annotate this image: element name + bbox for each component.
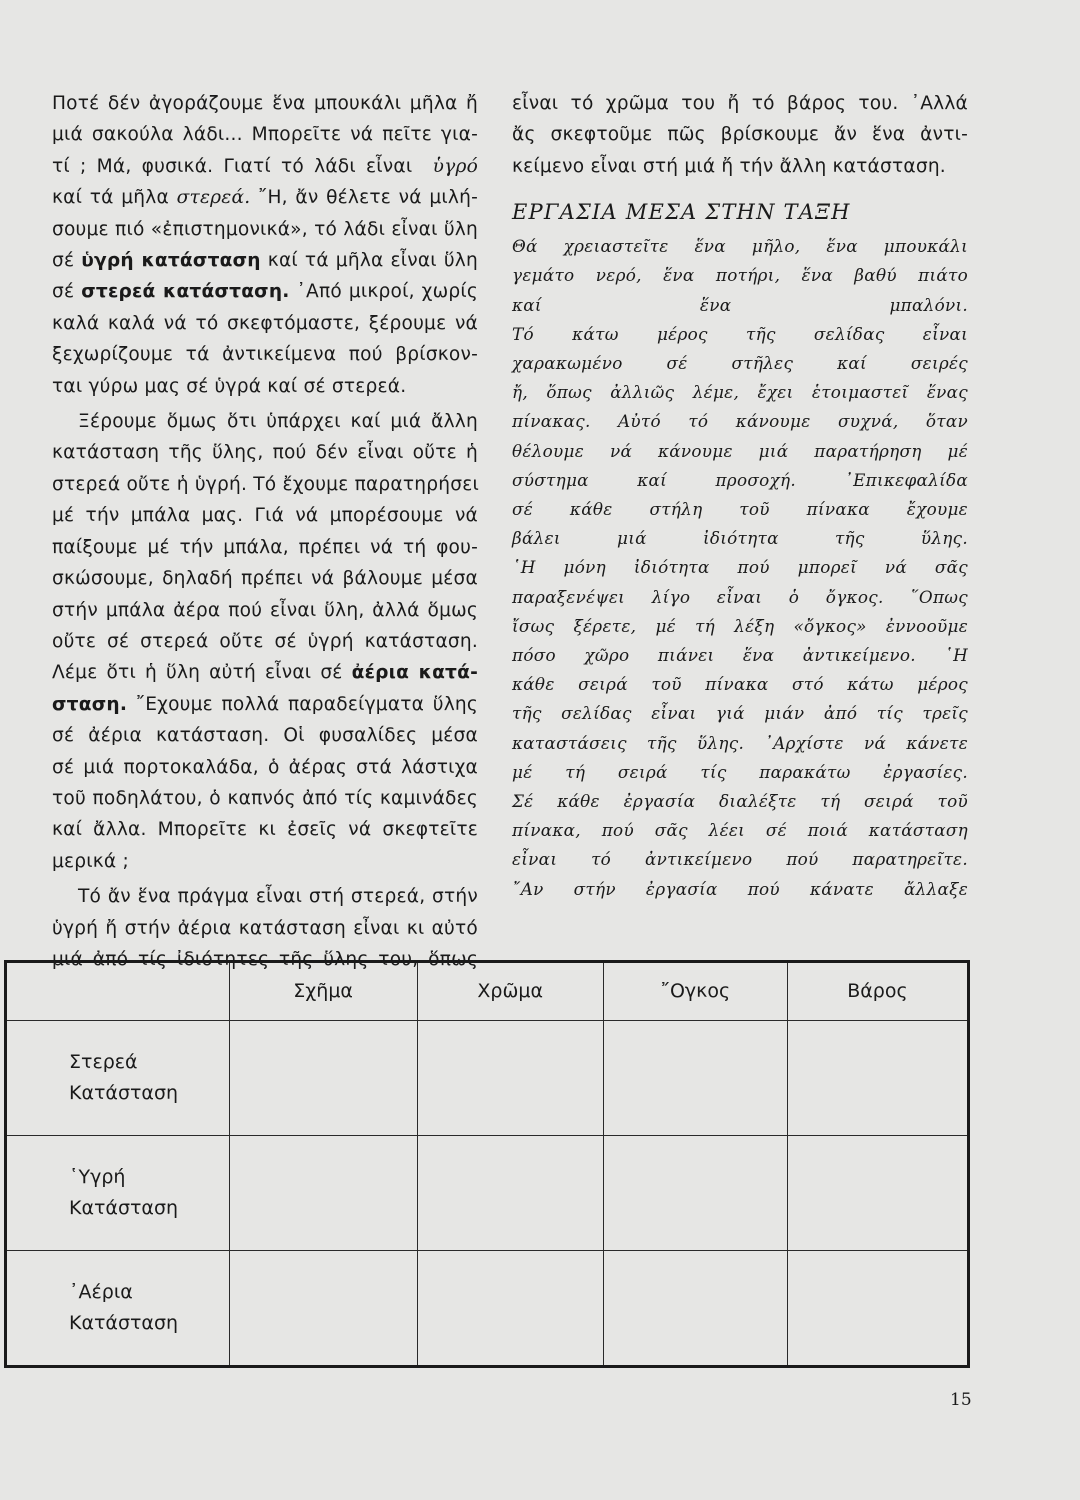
text-line: σέ ἀέρια κατάσταση. Οἱ φυσαλίδες μέσα xyxy=(52,725,478,747)
text-line: καλά καλά νά τό σκεφτόμαστε, ξέρουμε νά xyxy=(52,312,478,334)
text-line: καί ἕνα μπαλόνι. xyxy=(512,294,968,315)
intro-paragraph xyxy=(512,88,968,182)
text-line: εἶναι τό ἀντικείμενο πού παρατηρεῖτε. xyxy=(512,849,968,870)
text-line: σέ στερεά κατάσταση. ᾽Από μικροί, χωρίς xyxy=(52,281,478,303)
table-cell xyxy=(229,1021,417,1136)
page-number: 15 xyxy=(950,1390,972,1410)
table-cell xyxy=(603,1136,787,1251)
left-column xyxy=(52,88,478,975)
text-line: οὔτε σέ στερεά οὔτε σέ ὑγρή κατάσταση. xyxy=(52,630,478,652)
text-line: σέ μιά πορτοκαλάδα, ὁ ἀέρας στά λάστιχα xyxy=(52,756,478,778)
table-header-row xyxy=(6,962,969,1021)
instructions-italic xyxy=(512,232,968,904)
table-cell xyxy=(417,1251,603,1367)
table-cell xyxy=(229,1251,417,1367)
text-line: πίνακας. Αὐτό τό κάνουμε συχνά, ὅταν xyxy=(512,411,968,432)
text-line: καί ἄλλα. Μπορεῖτε κι ἐσεῖς νά σκεφτεῖτε xyxy=(52,819,478,841)
table-header-shape: Σχῆμα xyxy=(229,962,417,1021)
text-line: θέλουμε νά κάνουμε μιά παρατήρηση μέ xyxy=(512,440,968,461)
row-label-gas: ᾽Αέρια Κατάσταση xyxy=(6,1251,230,1367)
text-line: ται γύρω μας σέ ὑγρά καί σέ στερεά. xyxy=(52,375,407,397)
table-cell xyxy=(603,1251,787,1367)
table-cell xyxy=(787,1021,968,1136)
text-line: ἄς σκεφτοῦμε πῶς βρίσκουμε ἄν ἕνα ἀντι- xyxy=(512,124,968,146)
text-line: παραξενέψει λίγο εἶναι ὁ ὄγκος. ῞Οπως xyxy=(512,586,968,607)
text-line: Τό κάτω μέρος τῆς σελίδας εἶναι xyxy=(512,323,968,344)
table-row xyxy=(6,1251,969,1367)
text-line: Ξέρουμε ὅμως ὅτι ὑπάρχει καί μιά ἄλλη xyxy=(78,411,478,433)
text-line: γεμάτο νερό, ἕνα ποτήρι, ἕνα βαθύ πιάτο xyxy=(512,265,968,286)
text-line: Λέμε ὅτι ἡ ὕλη αὐτή εἶναι σέ ἀέρια κατά- xyxy=(52,662,479,684)
text-line: μιά ἀπό τίς ἰδιότητες τῆς ὕλης του, ὅπως xyxy=(52,948,478,970)
text-line: σταση. ῎Εχουμε πολλά παραδείγματα ὕλης xyxy=(52,693,478,715)
text-line: ῾Η μόνη ἰδιότητα πού μπορεῖ νά σᾶς xyxy=(512,557,968,578)
text-line: τοῦ ποδηλάτου, ὁ καπνός ἀπό τίς καμινάδες xyxy=(52,787,478,809)
text-line: ῎Αν στήν ἐργασία πού κάνατε ἄλλαξε xyxy=(512,878,968,899)
table-cell xyxy=(417,1021,603,1136)
text-line: στήν μπάλα ἀέρα πού εἶναι ὕλη, ἀλλά ὅμως xyxy=(52,599,478,621)
table-header-empty xyxy=(6,962,230,1021)
text-line: Τό ἄν ἕνα πράγμα εἶναι στή στερεά, στήν xyxy=(78,886,478,908)
states-of-matter-table xyxy=(4,960,970,1368)
text-line: κατάσταση τῆς ὕλης, πού δέν εἶναι οὔτε ἡ xyxy=(52,442,478,464)
table-cell xyxy=(417,1136,603,1251)
table-row xyxy=(6,1136,969,1251)
text-line: Ποτέ δέν ἀγοράζουμε ἕνα μπουκάλι μῆλα ἤ xyxy=(52,93,478,114)
text-line: σύστημα καί προσοχή. ᾽Επικεφαλίδα xyxy=(512,469,968,490)
text-line: βάλει μιά ἰδιότητα τῆς ὕλης. xyxy=(512,528,968,549)
text-line: μέ τήν μπάλα μας. Γιά νά μπορέσουμε νά xyxy=(52,505,478,527)
table-cell xyxy=(603,1021,787,1136)
paragraph-1 xyxy=(52,88,478,402)
text-line: σκώσουμε, δηλαδή πρέπει νά βάλουμε μέσα xyxy=(52,568,478,590)
text-line: σέ κάθε στήλη τοῦ πίνακα ἔχουμε xyxy=(512,499,968,520)
text-line: εἶναι τό χρῶμα του ἤ τό βάρος του. ᾽Αλλά xyxy=(512,93,968,114)
table-header-volume: ῎Ογκος xyxy=(603,962,787,1021)
table-cell xyxy=(229,1136,417,1251)
text-line: στερεά οὔτε ἡ ὑγρή. Τό ἔχουμε παρατηρήσει xyxy=(52,473,479,495)
text-line: τῆς σελίδας εἶναι γιά μιάν ἀπό τίς τρεῖς xyxy=(512,703,968,724)
text-line: σουμε πιό «ἐπιστημονικά», τό λάδι εἶναι ὕλη xyxy=(52,218,478,240)
table-header-weight: Βάρος xyxy=(787,962,968,1021)
text-line: σέ ὑγρή κατάσταση καί τά μῆλα εἶναι ὕλη xyxy=(52,250,478,272)
text-line: Σέ κάθε ἐργασία διαλέξτε τή σειρά τοῦ xyxy=(512,791,968,812)
text-line: κείμενο εἶναι στή μιά ἤ τήν ἄλλη κατάσταση. xyxy=(512,155,946,177)
text-line: ὑγρή ἤ στήν ἀέρια κατάσταση εἶναι κι αὐτό xyxy=(52,917,478,939)
text-line: τί ; Μά, φυσικά. Γιατί τό λάδι εἶναι ὑγρό xyxy=(52,155,478,177)
text-line: ξεχωρίζουμε τά ἀντικείμενα πού βρίσκον- xyxy=(52,344,478,366)
text-line: μιά σακούλα λάδι... Μπορεῖτε νά πεῖτε για- xyxy=(52,124,478,146)
text-line: Θά χρειαστεῖτε ἕνα μῆλο, ἕνα μπουκάλι xyxy=(512,236,968,257)
text-line: ἤ, ὅπως ἀλλιῶς λέμε, ἔχει ἑτοιμαστεῖ ἕνας xyxy=(512,382,968,403)
text-line: μέ τή σειρά τίς παρακάτω ἐργασίες. xyxy=(512,761,968,782)
text-line: πόσο χῶρο πιάνει ἕνα ἀντικείμενο. ῾Η xyxy=(512,645,968,666)
text-line: καί τά μῆλα στερεά. ῎Η, ἄν θέλετε νά μιλή- xyxy=(52,187,478,209)
text-line: ἴσως ξέρετε, μέ τή λέξη «ὄγκος» ἐννοοῦμε xyxy=(512,615,968,636)
text-line: κάθε σειρά τοῦ πίνακα στό κάτω μέρος xyxy=(512,674,968,695)
table-cell xyxy=(787,1251,968,1367)
table-cell xyxy=(787,1136,968,1251)
row-label-solid: Στερεά Κατάσταση xyxy=(6,1021,230,1136)
text-line: μερικά ; xyxy=(52,850,129,872)
text-line: χαρακωμένο σέ στῆλες καί σειρές xyxy=(512,353,968,374)
row-label-liquid: ῾Υγρή Κατάσταση xyxy=(6,1136,230,1251)
right-column xyxy=(512,88,968,904)
text-line: καταστάσεις τῆς ὕλης. ᾽Αρχίστε νά κάνετε xyxy=(512,732,968,753)
section-heading: ΕΡΓΑΣΙΑ ΜΕΣΑ ΣΤΗΝ ΤΑΞΗ xyxy=(512,200,851,225)
paragraph-2 xyxy=(52,406,478,877)
text-line: παίξουμε μέ τήν μπάλα, πρέπει νά τή φου- xyxy=(52,536,478,558)
text-line: πίνακα, πού σᾶς λέει σέ ποιά κατάσταση xyxy=(512,820,968,841)
table-header-color: Χρῶμα xyxy=(417,962,603,1021)
table-row xyxy=(6,1021,969,1136)
